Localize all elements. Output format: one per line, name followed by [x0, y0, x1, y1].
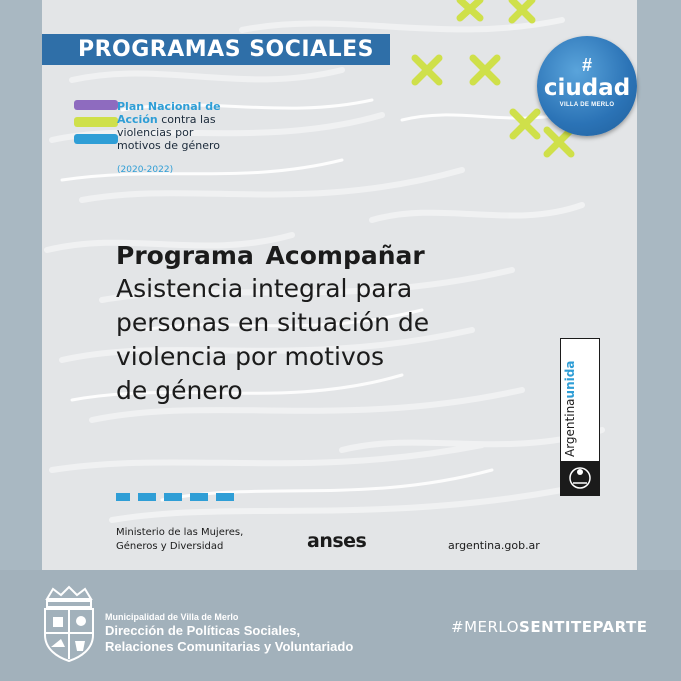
plan-line2-highlight: Acción	[117, 113, 158, 126]
plan-years: (2020-2022)	[117, 165, 174, 175]
badge-hash: #	[581, 55, 592, 75]
program-desc-line4: de género	[116, 376, 243, 405]
dash-mark	[190, 493, 208, 501]
dash-mark	[164, 493, 182, 501]
merlo-hashtag	[451, 618, 648, 636]
ministerio-line2: Géneros y Diversidad	[116, 541, 224, 552]
muni-line1: Municipalidad de Villa de Merlo	[105, 612, 239, 622]
muni-line3: Relaciones Comunitarias y Voluntariado	[105, 639, 354, 654]
argentina-unida-text	[563, 361, 577, 457]
argentina-unida-logo	[560, 338, 600, 496]
plan-line4: motivos de género	[117, 139, 221, 152]
ciudad-badge	[537, 36, 637, 136]
muni-line2: Dirección de Políticas Sociales,	[105, 623, 301, 638]
badge-sub: VILLA DE MERLO	[559, 102, 615, 108]
ministerio-logo	[116, 526, 243, 554]
hashtag-bold: SENTITEPARTE	[519, 618, 648, 636]
section-banner: PROGRAMAS SOCIALES	[62, 34, 390, 65]
dash-mark	[216, 493, 234, 501]
banner-bar	[42, 34, 62, 65]
dash-mark	[116, 493, 130, 501]
ministerio-line1: Ministerio de las Mujeres,	[116, 527, 244, 538]
program-desc-line2: personas en situación de	[116, 308, 430, 337]
municipalidad-text	[105, 611, 353, 655]
plan-line1: Plan Nacional de	[117, 100, 221, 113]
national-seal-icon	[561, 461, 599, 495]
badge-word: ciudad	[543, 75, 631, 101]
argentina-url: argentina.gob.ar	[448, 539, 540, 552]
plan-logo-brushstrokes	[74, 100, 118, 150]
anses-logo: anses	[307, 530, 367, 552]
dash-mark	[138, 493, 156, 501]
plan-line3: violencias por	[117, 126, 194, 139]
program-name: Programa Acompañar	[116, 241, 425, 270]
program-desc-line3: violencia por motivos	[116, 342, 385, 371]
coat-of-arms-icon	[39, 585, 99, 663]
program-desc-line1: Asistencia integral para	[116, 274, 413, 303]
plan-nacional-text	[117, 100, 257, 152]
unida-word: unida	[563, 360, 577, 399]
program-title	[116, 240, 496, 408]
plan-line2-rest: contra las	[157, 113, 216, 126]
argentina-word: Argentina	[563, 398, 577, 457]
hashtag-prefix: #MERLO	[451, 618, 520, 636]
